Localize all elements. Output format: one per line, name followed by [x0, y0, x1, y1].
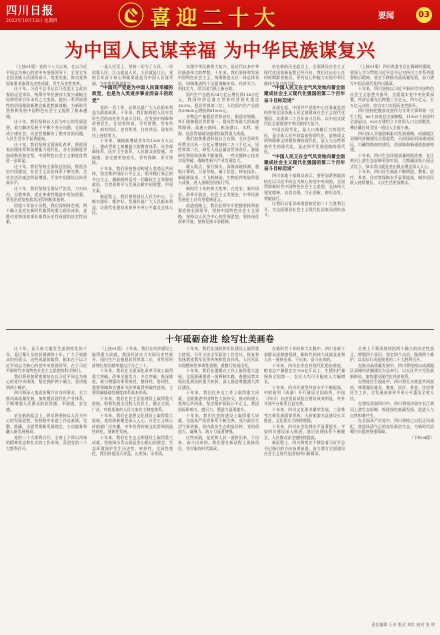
column-paragraph: 这十年，我们坚持全面从严治党，刀刃向内、自我革命，党在革命性锻造中更加坚强，管党治党宽松软状况得到根本扭转。	[6, 186, 87, 203]
column-paragraph: 我们将更加紧密团结在以习近平同志为核心的党中央周围，坚定拥护两个确立，坚决做到两个维护。	[6, 373, 87, 390]
column-paragraph: 一是人民至上，坚持一切为了人民、一切依靠人民。江山就是人民，人民就是江山，党的百年奋斗初心和使命就是为中国人民谋幸福、为中华民族谋复兴。	[92, 64, 173, 86]
column-paragraph: 四川各地干部群众表示，要更加紧密地团结在以习近平同志为核心的党中央周围，全面贯彻新时代中国特色社会主义思想，弘扬伟大建党精神，自信自强、守正创新，踔厉奋发、勇毅前行。	[264, 173, 345, 201]
section-divider	[6, 329, 434, 330]
article-column-3	[178, 64, 259, 326]
article-column-5	[350, 64, 434, 326]
hammer-sickle-emblem-icon	[118, 2, 144, 28]
column-paragraph: 让我们以优异成绩迎接党的二十大胜利召开，为全面建设社会主义现代化国家而团结奋斗。	[264, 201, 345, 218]
column-paragraph: （上接01版）十年来，我们在经济建设上取得重大成就。我国经济实力实现历史性跃升，国内生产总值稳居世界第二位，对世界经济增长的贡献率超过百分之三十。	[92, 346, 173, 368]
column-paragraph: 在建设美丽四川中，四川将坚决筑牢长江黄河上游生态屏障，推进绿色低碳发展，促进人与自然和谐共生。	[350, 401, 434, 418]
article-column-4	[264, 64, 345, 326]
column-paragraph: （上接01版）四川省委书记在调研时强调，要深入学习贯彻习近平总书记对四川工作系列重要指示精神，坚定不移推动高质量发展，奋力谱写中国式现代化四川篇章。	[350, 64, 434, 86]
column-subheading: “中国人民又在全气风发地向着全面建成社会主义现代化强国的第二个百年奋斗目标迈进”	[264, 154, 345, 173]
column-paragraph: 十年来，四川坚持以习近平新时代中国特色社会主义思想为指导，全面落实党中央决策部署，经济总量先后跨越三万亿元、四万亿元、五万亿元台阶，综合实力实现历史性跃升。	[350, 86, 434, 108]
column-paragraph: 这些成就，是党和人民一道拼出来、干出来、奋斗出来的。我们要在新征程上再接再厉，书写新的时代篇章。	[178, 434, 259, 451]
article-column-2	[92, 64, 173, 326]
column-paragraph: 中国式现代化，是人口规模巨大的现代化，是全体人民共同富裕的现代化，是物质文明和精神文明相协调的现代化，是人与自然和谐共生的现代化，是走和平发展道路的现代化。	[264, 126, 345, 155]
article-column-1	[6, 64, 87, 326]
column-paragraph: 在全面从严治党中，四川将持之以恒正风肃纪，营造风清气正的良好政治生态，为新时代治蜀兴川提供坚强保障。	[350, 418, 434, 435]
section-headline: 十年砥砺奋进 绘写壮美画卷	[165, 334, 275, 344]
editor-credits: 责任编辑 王卓 版式 刘红 校对 张 明	[371, 622, 435, 627]
column-paragraph: 十年来，四川生态环境质量持续改善，长江黄河上游生态屏障更加牢固，大熊猫国家公园正式设立，绿水青山就是金山银山理念深入人心。	[350, 152, 434, 169]
column-paragraph: 十年来，四川农业农村现代化稳步推进，粮食总产量稳定在700亿斤以上，生猪出栏量保持全国第一，农民人均可支配收入大幅增长。	[264, 362, 345, 385]
column-subheading: “中国人民又在全气风发地向着全面建成社会主义现代化强国的第二个百年奋斗目标迈进”	[264, 86, 345, 104]
column-paragraph: 新征程上，我们要坚持以人民为中心，不断实现好、维护好、发展好最广大人民根本利益，让现代化建设成果更多更公平惠及全体人民。	[92, 193, 173, 216]
column-paragraph: 站在新的历史起点上，全面建设社会主义现代化国家新征程已经开启，我们比历史上任何时期都更接近、更有信心和能力实现中华民族伟大复兴的目标。	[264, 64, 345, 86]
column-paragraph: 十年来，我们在国防和军队建设上取得重大进展。召开古田全军政治工作会议，恢复和发扬我党我军光荣传统和优良作风，人民军队实现整体性革命性重塑、重整行装再出发。	[178, 346, 259, 368]
column-paragraph: 党的一切工作，必须以最广大人民根本利益为最高标准。十年来，我们始终把人民对美好生活的向往作为奋斗目标，在发展中保障和改善民生，在幼有所育、学有所教、劳有所得、病有所医、老有所养、住有所居、弱有所扶上持续用力。	[92, 104, 173, 138]
article-column-9	[264, 346, 345, 616]
column-paragraph: 十年来，四川文化事业繁荣发展，三星堆考古新发现震惊世界，天府旅游名县建设扎实推进，文化软实力持续增强。	[264, 407, 345, 424]
column-paragraph: 这十年，我们坚持全面依法治国，推进法治中国建设，社会主义法治体系不断完善，全社会法治观念明显增强，平安中国建设迈向更高水平。	[6, 163, 87, 186]
column-paragraph: 新征程上，四川将坚定不移沿着习近平总书记指引的方向奋勇前进，奋力谱写全面建设社会主义现代化国家四川新篇章。	[264, 440, 345, 457]
column-paragraph: 全省上下将深刻领悟两个确立的决定性意义，增强四个意识、坚定四个自信、做到两个维护，以实际行动迎接党的二十大胜利召开。	[350, 346, 434, 363]
column-paragraph: 新时代十年的伟大变革，在党史、新中国史、改革开放史、社会主义发展史、中华民族发展史上具有里程碑意义。	[178, 186, 259, 203]
column-paragraph: 回望十年奋斗历程，我们深刻体会到，两个确立是党在新时代取得的重大政治成果，是推动党和国家事业取得历史性成就的决定性因素。	[6, 202, 87, 225]
column-paragraph: 这十年，是天府大地发生深刻变化的十年，是巴蜀儿女收获满满的十年。广大干部群众纷纷表示，这些成就的取得，根本在于以习近平同志为核心的党中央坚强领导，在于习近平新时代中国特色社会主义思想的科学指引。	[6, 346, 87, 374]
column-paragraph: 十年来，四川开放型经济水平不断提高，中欧班列（成渝）开行量居全国前列，中国（四川）自由贸易试验区建设成效明显，对外开放平台体系日益完善。	[264, 384, 345, 407]
column-paragraph: 国内生产总值从54万亿元增长到114万亿元，我国经济总量占世界经济的比重达18.5%，稳居世界第二位；人均国内生产总值从39800元增加到81000元。	[178, 91, 259, 114]
column-paragraph: 十年来，我们坚持推动构建人类命运共同体，坚定维护国际公平正义，倡导践行真正的多边主义，旗帜鲜明反对一切霸权主义和强权政治，为世界和平与发展贡献中国智慧、中国方案。	[92, 165, 173, 193]
newspaper-logo: 四川日报	[6, 4, 54, 17]
column-paragraph: 在新时代十年的伟大实践中，四川各族干部群众深刻感悟到，新时代的伟大成就是党和人民一道拼出来、干出来、奋斗出来的。	[264, 346, 345, 363]
issue-date: 2022年10月13日 星期四	[6, 19, 58, 24]
column-paragraph: 谷物总产量稳居世界首位，制造业规模、外汇储备稳居世界第一。建成世界最大的高速铁路网、高速公路网，机场港口、水利、能源、信息等基础设施建设取得重大成就。	[178, 113, 259, 136]
column-paragraph: 十年来，我们在生态文明建设上取得重大成就。坚持绿水青山就是金山银山的理念，生态环境保护发生历史性、转折性、全局性变化，我们的祖国天更蓝、山更绿、水更清。	[92, 434, 173, 457]
slogan-title: 喜迎二十大	[150, 5, 280, 30]
column-paragraph: 我们加快推进科技自立自强，全社会研发经费支出从一万亿元增加到二万八千亿元，居世界第二位，研发人员总量居世界首位。基础研究和原始创新不断加强，一些关键核心技术实现突破，战略性新兴产业发展壮大。	[178, 136, 259, 164]
column-paragraph: 十年来，我们在思想文化建设上取得重大进展。党的创新理论深入人心，社会主义核心价值观广泛传播，中华优秀传统文化得到创造性转化、创新性发展。	[92, 412, 173, 435]
masthead	[0, 0, 440, 30]
column-paragraph: 前进道路上，我们必须牢牢把握坚持和加强党的全面领导，坚持中国特色社会主义道路，坚持以人民为中心的发展思想，坚持深化改革开放，坚持发扬斗争精神。	[178, 202, 259, 225]
column-paragraph: 十年来，城镇新增就业年均1300万人以上，建成世界上规模最大的教育体系、社会保障体系、医疗卫生体系，人民群众获得感、幸福感、安全感更加充实、更有保障、更可持续。	[92, 138, 173, 166]
column-paragraph: 这十年，习近平总书记以马克思主义政治家的远见卓识，统筹中华民族伟大复兴战略全局和世界百年未有之大变局，提出一系列原创性的治国理政新理念新思想新战略，为新时代坚持和发展中国特色社会主义提供了根本遵循。	[6, 86, 87, 119]
column-paragraph: 从现在起，中国共产党的中心任务就是团结带领全国各族人民全面建成社会主义现代化强国、实现第二个百年奋斗目标，以中国式现代化全面推进中华民族伟大复兴。	[264, 104, 345, 127]
column-paragraph: 这十年，我们坚持全面深化改革，推进国家治理体系和治理能力现代化，各方面制度更加成熟更加定型，中国特色社会主义制度优势进一步彰显。	[6, 141, 87, 164]
article-column-8	[178, 346, 259, 616]
column-paragraph: 十年来，我们在党的建设上取得重大成就。全面从严治党体系不断完善，党内政治生活气象更新，党内政治生态明显好转，党的创造力、凝聚力、战斗力显著增强。	[178, 412, 259, 435]
article-column-7	[92, 346, 173, 616]
column-subheading: “中国共产党是为中国人民谋幸福的政党，也是为人类进步事业而奋斗的政党”	[92, 86, 173, 104]
main-headline: 为中国人民谋幸福 为中华民族谋复兴	[64, 41, 376, 62]
column-paragraph: 十年来，四川民生福祉不断增进，教育、医疗、养老、住房等保障水平显著提高，城乡居民收入持续增长，人民生活更加殷实。	[350, 169, 434, 186]
column-paragraph: 在增进民生福祉中，四川将扎实推进共同富裕，统筹做好就业、教育、医疗、养老、住房等民生工作，让发展成果更多更公平惠及全省人民。	[350, 379, 434, 401]
column-paragraph: 实现中华民族伟大复兴，是近代以来中华民族最伟大的梦想。十年来，我们坚持和发展中国特色社会主义，统筹推进五位一体总体布局，协调推进四个全面战略布局，经济实力、科技实力、综合国力跃上新台阶。	[178, 64, 259, 92]
column-paragraph: 十年来，我们在全面深化改革开放上取得重大突破。改革全面发力、多点突破、纵深推进，着力增强改革系统性、整体性、协同性，重要领域和关键环节改革取得突破性进展，主要领域基础性制度体系基本形成。	[92, 368, 173, 396]
column-paragraph: 四川深入实施创新驱动发展战略，成渝地区双城经济圈建设全面起势，天府国际机场建成投运，川藏铁路加快建设，西部陆海新通道加速构建。	[350, 130, 434, 153]
section-label: 要闻	[378, 11, 394, 20]
column-paragraph: 站在新的起点上，四川将坚持以人民为中心的发展思想，坚持稳中求进工作总基调，完整、准确、全面贯彻新发展理念，主动服务和融入新发展格局。	[6, 412, 87, 435]
column-paragraph: （上接01版）党的十八大以来，在以习近平同志为核心的党中央坚强领导下，全党全军全国各族人民团结奋斗，攻坚克难，推动党和国家事业取得历史性成就、发生历史性变革。	[6, 64, 87, 86]
column-paragraph: 四川将深入推进治蜀兴川各项事业，全力推动高质量发展，加快建设现代化产业体系，不断增强人民群众的获得感、幸福感、安全感。	[6, 390, 87, 413]
column-paragraph: 在推动高质量发展中，四川将坚持以成渝地区双城经济圈建设为总牵引，以五区共兴为发展新格局，加快建设现代化经济体系。	[350, 362, 434, 379]
article-column-6	[6, 346, 87, 616]
column-paragraph: 这十年，我们坚持以人民为中心的发展思想，着力解决发展不平衡不充分问题，全面建成小康社会，历史性地解决了绝对贫困问题，人民生活水平显著提高。	[6, 119, 87, 142]
column-paragraph: 党的二十大即将召开，全省上下将以昂扬的精神状态和扎实的工作成效，喜迎党的二十大胜利召开。	[6, 434, 87, 451]
column-paragraph: 十年来，四川社会治理水平显著提升，平安四川建设深入推进，基层治理体系不断健全，人民群众安全感持续提高。	[264, 423, 345, 440]
column-paragraph: 十年来，我们在港澳台工作上取得重大进展。全面准确推进一国两制实践，香港局势实现由乱到治的重大转折，深入推进粤港澳大湾区建设。	[178, 368, 259, 390]
column-paragraph: 十年来，我们在外交工作上取得重大成就。全面推进中国特色大国外交，推动构建人类命运共同体，坚定维护国际公平正义，我国国际影响力、感召力、塑造力显著提升。	[178, 390, 259, 413]
column-paragraph: 十年来，我们在民主法治建设上取得重大进展。积极发展全过程人民民主，健全全面、广泛、有机衔接的人民当家作主制度体系。	[92, 395, 173, 413]
article-column-10	[350, 346, 434, 616]
column-paragraph: 载人航天、探月探火、深海深地探测、超级计算机、卫星导航、量子信息、核电技术、新能源技术、大飞机制造、生物医药等取得重大成果，进入创新型国家行列。	[178, 163, 259, 186]
page-number-badge: 03	[416, 7, 432, 23]
column-paragraph: 四川坚持把脱贫攻坚作为头等大事和第一民生工程，88个贫困县全部摘帽，11501个贫困村全部退出，625万建档立卡贫困人口全部脱贫，彝区藏区同全国一道迈入全面小康。	[350, 108, 434, 131]
continuation-note: （下转04版）	[409, 434, 434, 440]
